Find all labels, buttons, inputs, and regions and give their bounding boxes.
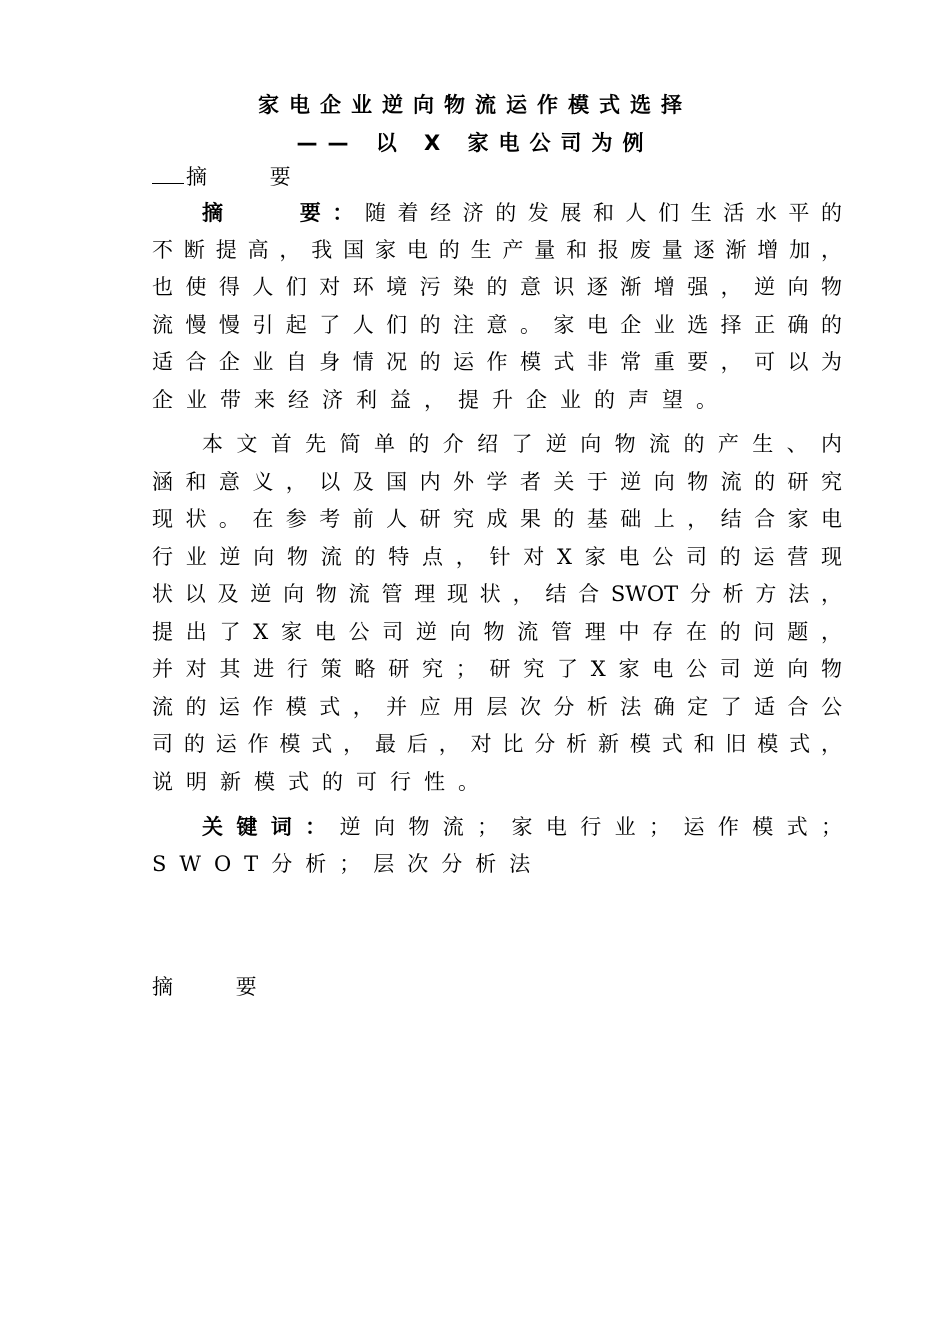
text-line: 流的运作模式，并应用层次分析法确定了适合公 [152,694,842,719]
document-subtitle: —— 以 X 家电公司为例 [296,131,654,155]
text-line: 说明新模式的可行性。 [152,769,492,794]
toc-heading-text: 摘 要 [186,165,319,189]
text-line-content: 随着经济的发展和人们生活水平的 [364,201,843,225]
text-line: 流慢慢引起了人们的注意。家电企业选择正确的 [152,312,842,337]
keywords-paragraph [152,808,842,883]
text-line: 并对其进行策略研究；研究了X家电公司逆向物 [152,657,842,681]
text-line: 行业逆向物流的特点，针对X家电公司的运营现 [152,544,842,569]
document-title: 家电企业逆向物流运作模式选择 [258,93,692,117]
text-line [152,808,842,846]
text-line: 不断提高，我国家电的生产量和报废量逐渐增加， [152,237,842,262]
text-line: 司的运作模式，最后，对比分析新模式和旧模式， [152,732,842,756]
keywords-label: 关键词： [202,814,340,839]
underline-blank [152,165,184,184]
abstract-label: 摘 要： [202,200,365,225]
keywords-list-continued: SWOT分析；层次分析法 [152,851,544,876]
footer-heading [152,972,285,1002]
footer-heading-text: 摘 要 [152,975,285,999]
keywords-list: 逆向物流；家电行业；运作模式； [339,815,843,839]
text-line: 企业带来经济利益，提升企业的声望。 [152,387,730,412]
text-line: 也使得人们对环境污染的意识逐渐增强，逆向物 [152,275,842,299]
text-line [152,194,842,232]
toc-heading [152,162,319,192]
text-line: 涵和意义，以及国内外学者关于逆向物流的研究 [152,469,842,494]
abstract-paragraph-1 [152,194,842,419]
text-line: 本文首先简单的介绍了逆向物流的产生、内 [202,432,842,456]
abstract-paragraph-2 [152,426,842,801]
text-line: 适合企业自身情况的运作模式非常重要，可以为 [152,350,842,374]
text-line: 现状。在参考前人研究成果的基础上，结合家电 [152,507,842,531]
text-line: 提出了X家电公司逆向物流管理中存在的问题， [152,619,842,644]
text-line: 状以及逆向物流管理现状，结合SWOT分析方法， [152,582,842,606]
